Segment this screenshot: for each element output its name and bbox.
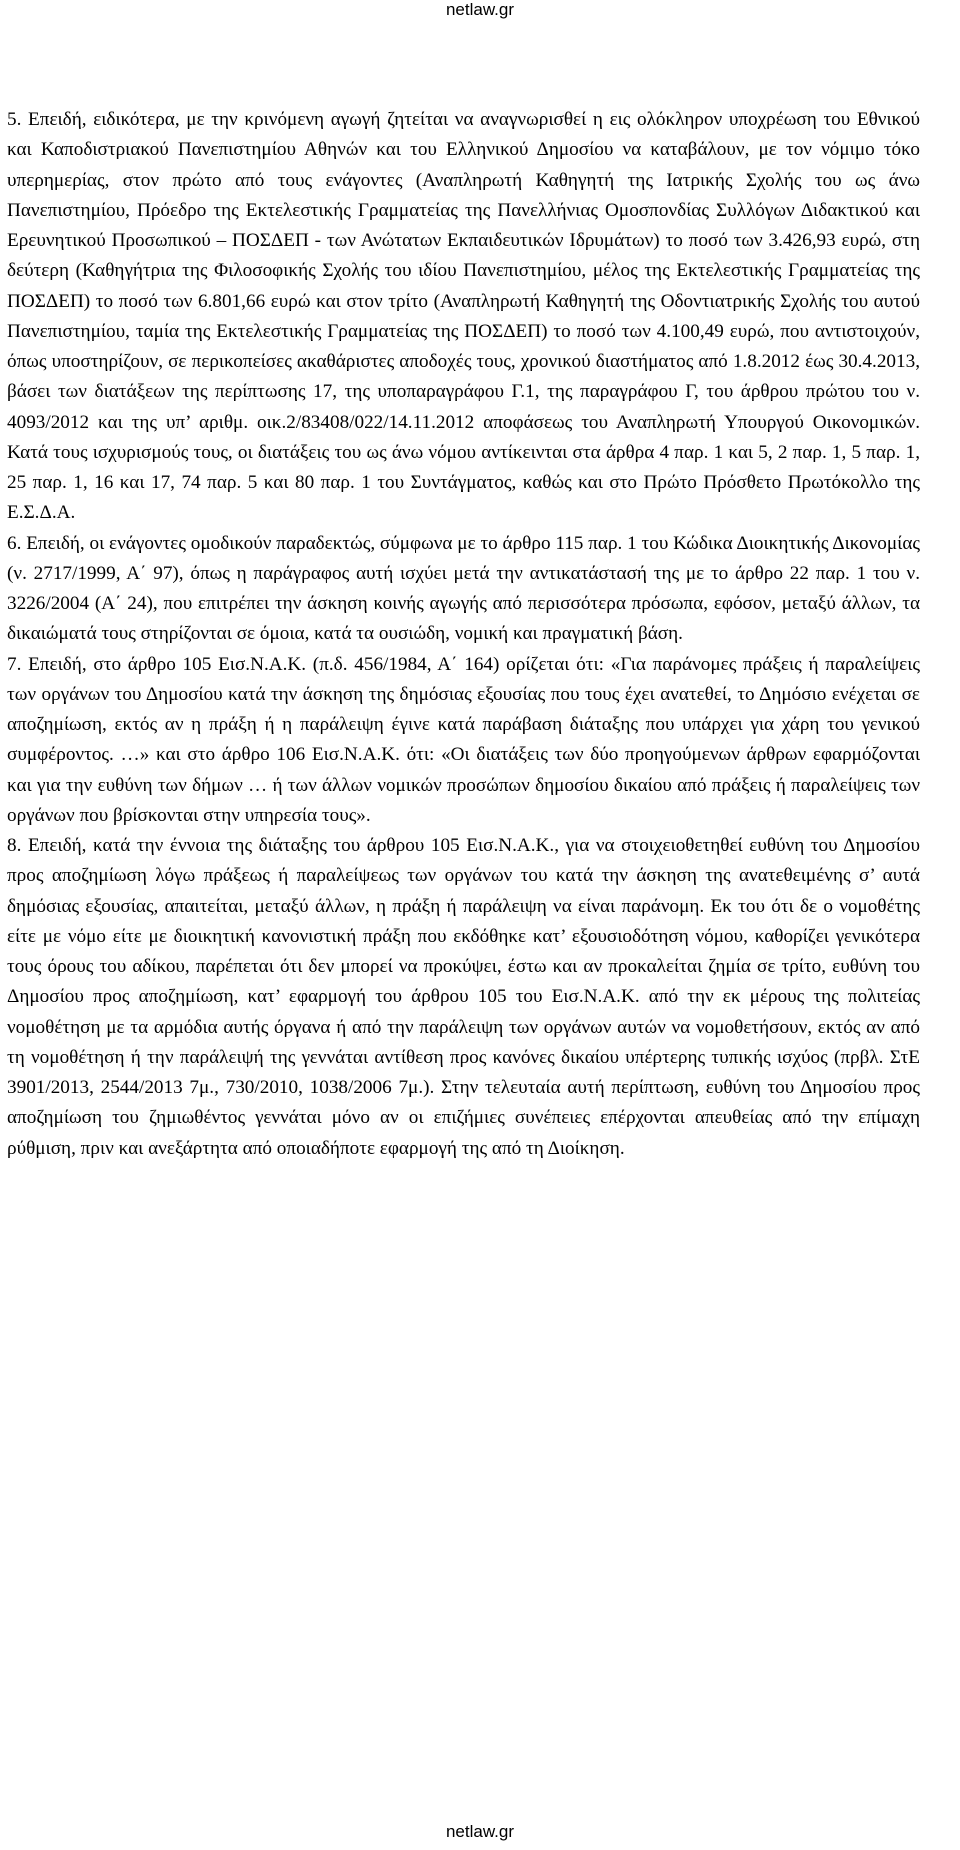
paragraph-5: 5. Επειδή, ειδικότερα, με την κρινόμενη αγωγή ζητείται να αναγνωρισθεί η εις ολόκληρον υποχρέωση του Εθνικού και Καποδιστριακού Πανεπιστημίου Αθηνών και του Ελληνικού Δημοσίου να καταβάλουν, με τον νόμιμο τόκο υπερημερίας, στον πρώτο από τους ενάγοντες (Αναπληρωτή Καθηγητή της Ιατρικής Σχολής του ως άνω Πανεπιστημίου, Πρόεδρο της Εκτελεστικής Γραμματείας της Πανελλήνιας Ομοσπονδίας Συλλόγων Διδακτικού και Ερευνητικού Προσωπικού – ΠΟΣΔΕΠ - των Ανώτατων Εκπαιδευτικών Ιδρυμάτων) το ποσό των 3.426,93 ευρώ, στη δεύτερη (Καθηγήτρια της Φιλοσοφικής Σχολής του ιδίου Πανεπιστημίου, μέλος της Εκτελεστικής Γραμματείας της ΠΟΣΔΕΠ) το ποσό των 6.801,66 ευρώ και στον τρίτο (Αναπληρωτή Καθηγητή της Οδοντιατρικής Σχολής του αυτού Πανεπιστημίου, ταμία της Εκτελεστικής Γραμματείας της ΠΟΣΔΕΠ) το ποσό των 4.100,49 ευρώ, που αντιστοιχούν, όπως υποστηρίζουν, σε περικοπείσες ακαθάριστες αποδοχές τους, χρονικού διαστήματος από 1.8.2012 έως 30.4.2013, βάσει των διατάξεων της περίπτωσης 17, της υποπαραγράφου Γ.1, της παραγράφου Γ, του άρθρου πρώτου του ν. 4093/2012 και της υπ’ αριθμ. οικ.2/83408/022/14.11.2012 αποφάσεως του Αναπληρωτή Υπουργού Οικονομικών. Κατά τους ισχυρισμούς τους, οι διατάξεις του ως άνω νόμου αντίκεινται στα άρθρα 4 παρ. 1 και 5, 2 παρ. 1, 5 παρ. 1, 25 παρ. 1, 16 και 17, 74 παρ. 5 και 80 παρ. 1 του Συντάγματος, καθώς και στο Πρώτο Πρόσθετο Πρωτόκολλο της Ε.Σ.Δ.Α. [7,109,920,524]
paragraph-7: 7. Επειδή, στο άρθρο 105 Εισ.Ν.Α.Κ. (π.δ. 456/1984, Α΄ 164) ορίζεται ότι: «Για παράνομες πράξεις ή παραλείψεις των οργάνων του Δημοσίου κατά την άσκηση της δημόσιας εξουσίας που τους έχει ανατεθεί, το Δημόσιο ενέχεται σε αποζημίωση, εκτός αν η πράξη ή η παράλειψη έγινε κατά παράβαση διάταξης που υπάρχει για χάρη του γενικού συμφέροντος. …» και στο άρθρο 106 Εισ.Ν.Α.Κ. ότι: «Οι διατάξεις των δύο προηγούμενων άρθρων εφαρμόζονται και για την ευθύνη των δήμων … ή των άλλων νομικών προσώπων δημοσίου δικαίου από πράξεις ή παραλείψεις των οργάνων που βρίσκονται στην υπηρεσία τους». [7,653,920,826]
page-footer-site: netlaw.gr [445,1822,515,1841]
paragraph-6: 6. Επειδή, οι ενάγοντες ομοδικούν παραδεκτώς, σύμφωνα με το άρθρο 115 παρ. 1 του Κώδικα Διοικητικής Δικονομίας (ν. 2717/1999, Α΄ 97), όπως η παράγραφος αυτή ισχύει μετά την αντικατάστασή της με το άρθρο 22 παρ. 1 του ν. 3226/2004 (Α΄ 24), που επιτρέπει την άσκηση κοινής αγωγής από περισσότερα πρόσωπα, εφόσον, μεταξύ άλλων, τα δικαιώματά τους στηρίζονται σε όμοια, κατά τα ουσιώδη, νομική και πραγματική βάση. [7,532,920,645]
document-body [7,105,920,1164]
page-header-site: netlaw.gr [445,0,515,19]
paragraph-8: 8. Επειδή, κατά την έννοια της διάταξης του άρθρου 105 Εισ.Ν.Α.Κ., για να στοιχειοθετηθεί ευθύνη του Δημοσίου προς αποζημίωση λόγω πράξεως ή παραλείψεως των οργάνων του κατά την άσκηση της ανατεθειμένης σ’ αυτά δημόσιας εξουσίας, απαιτείται, μεταξύ άλλων, η πράξη ή παράλειψη να είναι παράνομη. Εκ του ότι δε ο νομοθέτης είτε με νόμο είτε με διοικητική κανονιστική πράξη που εκδόθηκε κατ’ εξουσιοδότηση νόμου, καθορίζει γενικότερα τους όρους του αδίκου, παρέπεται ότι δεν μπορεί να προκύψει, έστω και αν προκαλείται ζημία σε τρίτο, ευθύνη του Δημοσίου προς αποζημίωση, κατ’ εφαρμογή του άρθρου 105 του Εισ.Ν.Α.Κ. από την εκ μέρους της πολιτείας νομοθέτηση με τα αρμόδια αυτής όργανα ή από την παράλειψη των οργάνων αυτών να νομοθετήσουν, εκτός αν από τη νομοθέτηση ή την παράλειψή της γεννάται αντίθεση προς κανόνες δικαίου υπέρτερης τυπικής ισχύος (πρβλ. ΣτΕ 3901/2013, 2544/2013 7μ., 730/2010, 1038/2006 7μ.). Στην τελευταία αυτή περίπτωση, ευθύνη του Δημοσίου προς αποζημίωση του ζημιωθέντος γεννάται μόνο αν οι επιζήμιες συνέπειες επέρχονται απευθείας από την επίμαχη ρύθμιση, πριν και ανεξάρτητα από οποιαδήποτε εφαρμογή της από τη Διοίκηση. [7,835,920,1159]
